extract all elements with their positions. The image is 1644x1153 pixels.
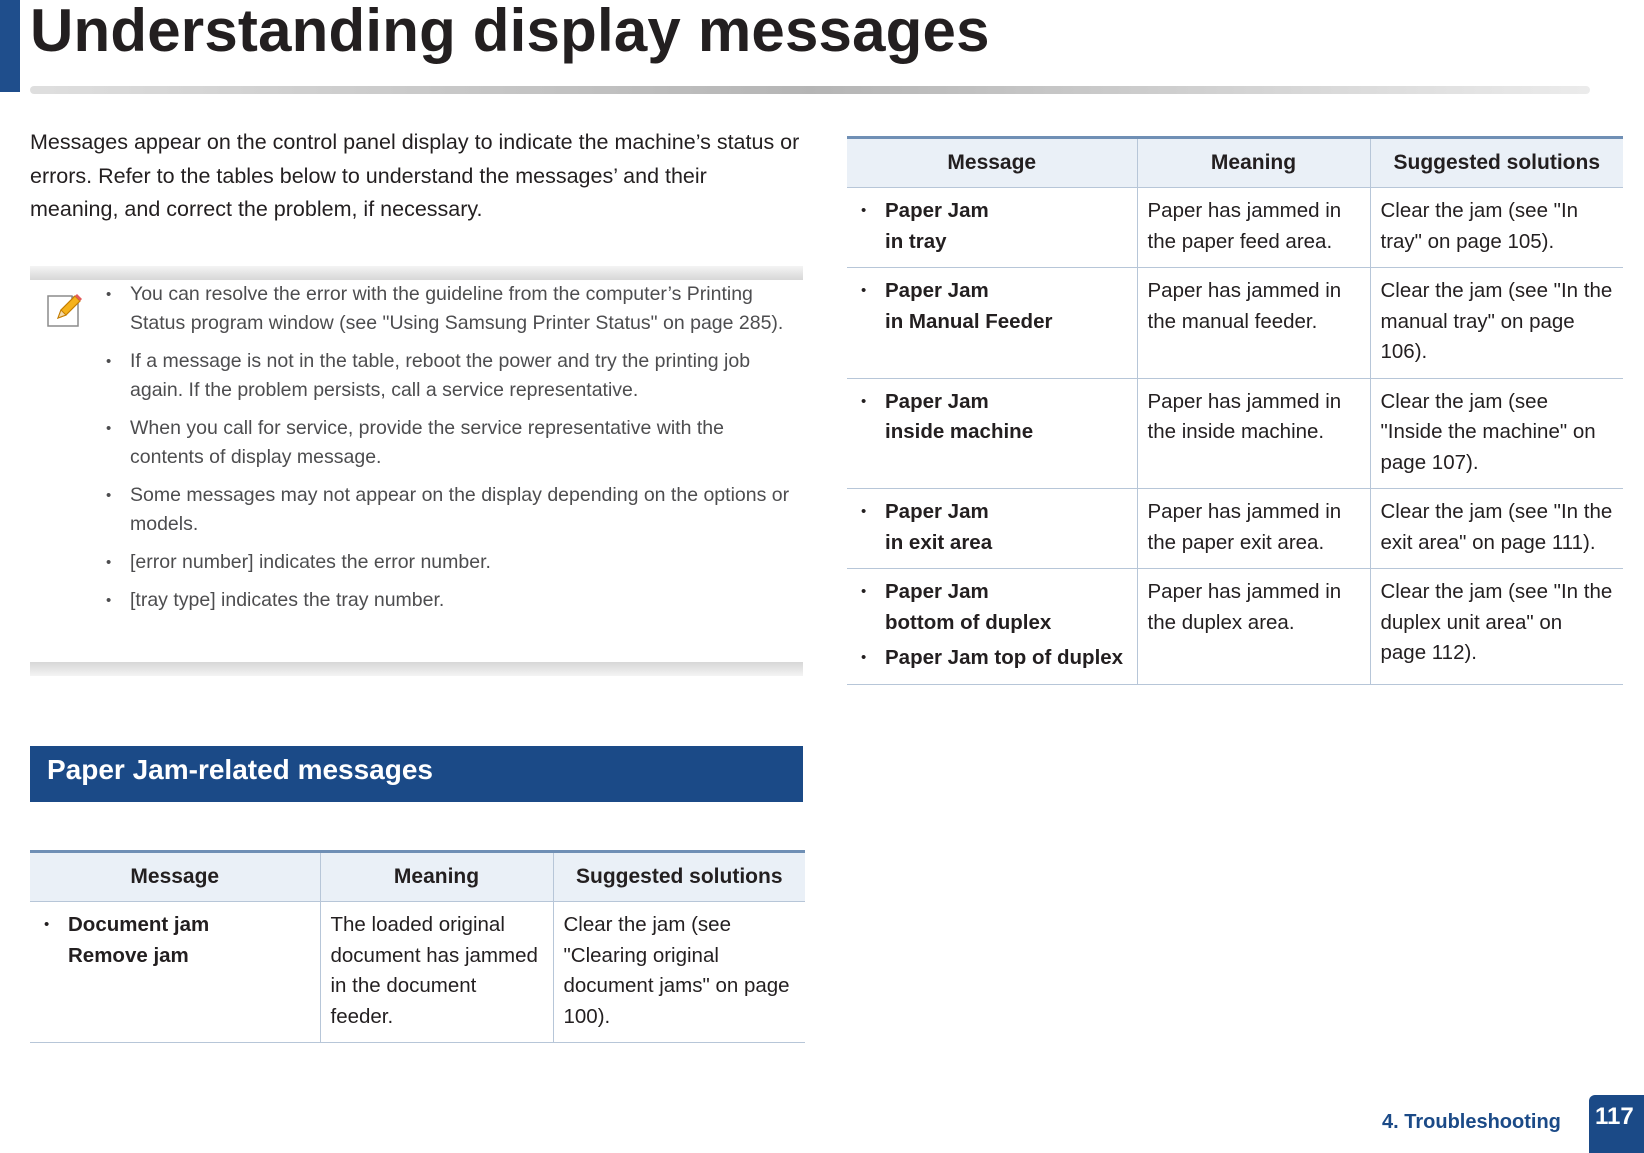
- footer-chapter-label: 4. Troubleshooting: [1382, 1111, 1561, 1133]
- column-header-solutions: Suggested solutions: [553, 852, 805, 902]
- solution-cell: Clear the jam (see "In tray" on page 105).: [1370, 188, 1623, 268]
- message-item: [857, 196, 1127, 257]
- message-item: [857, 643, 1127, 674]
- title-accent-bar: [0, 0, 20, 92]
- message-list: [857, 276, 1127, 337]
- message-item: [857, 276, 1127, 337]
- column-header-meaning: Meaning: [320, 852, 553, 902]
- message-line: bottom of duplex: [885, 610, 1052, 634]
- table-row: [847, 268, 1623, 379]
- message-item: [857, 577, 1127, 638]
- right-message-table: [847, 136, 1623, 685]
- left-message-table: [30, 850, 805, 1043]
- message-line: inside machine: [885, 420, 1034, 443]
- message-list: [857, 497, 1127, 558]
- table-header-row: [847, 138, 1623, 188]
- section-header: [30, 746, 803, 802]
- note-item: • Some messages may not appear on the display depending on the options or models.: [100, 481, 800, 539]
- column-header-meaning: Meaning: [1137, 138, 1370, 188]
- message-item: [40, 910, 310, 971]
- page-title: Understanding display messages: [30, 0, 990, 64]
- right-table-body: [847, 188, 1623, 685]
- solution-cell: Clear the jam (see "In the exit area" on page 111).: [1370, 489, 1623, 569]
- note-list: [100, 280, 800, 624]
- note-item: • You can resolve the error with the guideline from the computer’s Printing Status program window (see "Using Samsung Printer Status" on page 285).: [100, 280, 800, 338]
- solution-cell: Clear the jam (see "In the manual tray" on page 106).: [1370, 268, 1623, 379]
- message-line: Remove jam: [68, 943, 189, 967]
- message-list: [40, 910, 310, 971]
- message-line: • Paper Jam: [885, 389, 989, 413]
- message-list: [857, 196, 1127, 257]
- meaning-cell: Paper has jammed in the duplex area.: [1137, 569, 1370, 685]
- solution-cell: Clear the jam (see "In the duplex unit area" on page 112).: [1370, 569, 1623, 685]
- section-title: Paper Jam-related messages: [47, 754, 433, 785]
- table-row: [847, 188, 1623, 268]
- note-item: • When you call for service, provide the service representative with the contents of display message.: [100, 414, 800, 472]
- message-cell: [847, 268, 1137, 379]
- message-line: in Manual Feeder: [885, 309, 1053, 333]
- message-line: • Paper Jam: [885, 199, 989, 222]
- meaning-cell: The loaded original document has jammed in the document feeder.: [320, 902, 553, 1043]
- message-cell: [847, 378, 1137, 489]
- message-item: [857, 497, 1127, 558]
- note-item: • [tray type] indicates the tray number.: [100, 586, 800, 615]
- note-item: • [error number] indicates the error number.: [100, 548, 800, 577]
- table-row: [847, 489, 1623, 569]
- table-row: [30, 902, 805, 1043]
- note-pencil-icon: [44, 290, 84, 330]
- message-line: in exit area: [885, 530, 993, 554]
- table-row: [847, 378, 1623, 489]
- table-header-row: [30, 852, 805, 902]
- message-line: in tray: [885, 229, 947, 253]
- note-box: [30, 266, 803, 676]
- column-header-message: Message: [847, 138, 1137, 188]
- message-line: • Document jam: [68, 913, 210, 936]
- meaning-cell: Paper has jammed in the paper feed area.: [1137, 188, 1370, 268]
- message-cell: [847, 489, 1137, 569]
- note-bottom-border: [30, 662, 803, 676]
- message-line: • Paper Jam top of duplex: [885, 646, 1124, 669]
- column-header-solutions: Suggested solutions: [1370, 138, 1623, 188]
- message-list: [857, 577, 1127, 674]
- meaning-cell: Paper has jammed in the inside machine.: [1137, 378, 1370, 489]
- message-item: [857, 387, 1127, 448]
- intro-paragraph: Messages appear on the control panel display to indicate the machine’s status or errors. Refer to the tables below to understand the messages’ and their meaning, and correct the problem, if necessary.: [30, 130, 800, 221]
- message-line: • Paper Jam: [885, 279, 989, 302]
- column-header-message: Message: [30, 852, 320, 902]
- page-number: 117: [1595, 1103, 1634, 1130]
- message-cell: [847, 569, 1137, 685]
- message-line: • Paper Jam: [885, 500, 989, 523]
- message-line: • Paper Jam: [885, 580, 989, 603]
- solution-cell: Clear the jam (see "Clearing original document jams" on page 100).: [553, 902, 805, 1043]
- message-cell: [847, 188, 1137, 268]
- table-row: [847, 569, 1623, 685]
- page-number-badge: [1589, 1095, 1644, 1153]
- meaning-cell: Paper has jammed in the paper exit area.: [1137, 489, 1370, 569]
- note-item: • If a message is not in the table, reboot the power and try the printing job again. If the problem persists, call a service representative.: [100, 347, 800, 405]
- message-list: [857, 387, 1127, 448]
- left-table-body: [30, 902, 805, 1043]
- note-top-border: [30, 266, 803, 280]
- meaning-cell: Paper has jammed in the manual feeder.: [1137, 268, 1370, 379]
- message-cell: [30, 902, 320, 1043]
- solution-cell: Clear the jam (see "Inside the machine" on page 107).: [1370, 378, 1623, 489]
- title-rule: [30, 86, 1590, 94]
